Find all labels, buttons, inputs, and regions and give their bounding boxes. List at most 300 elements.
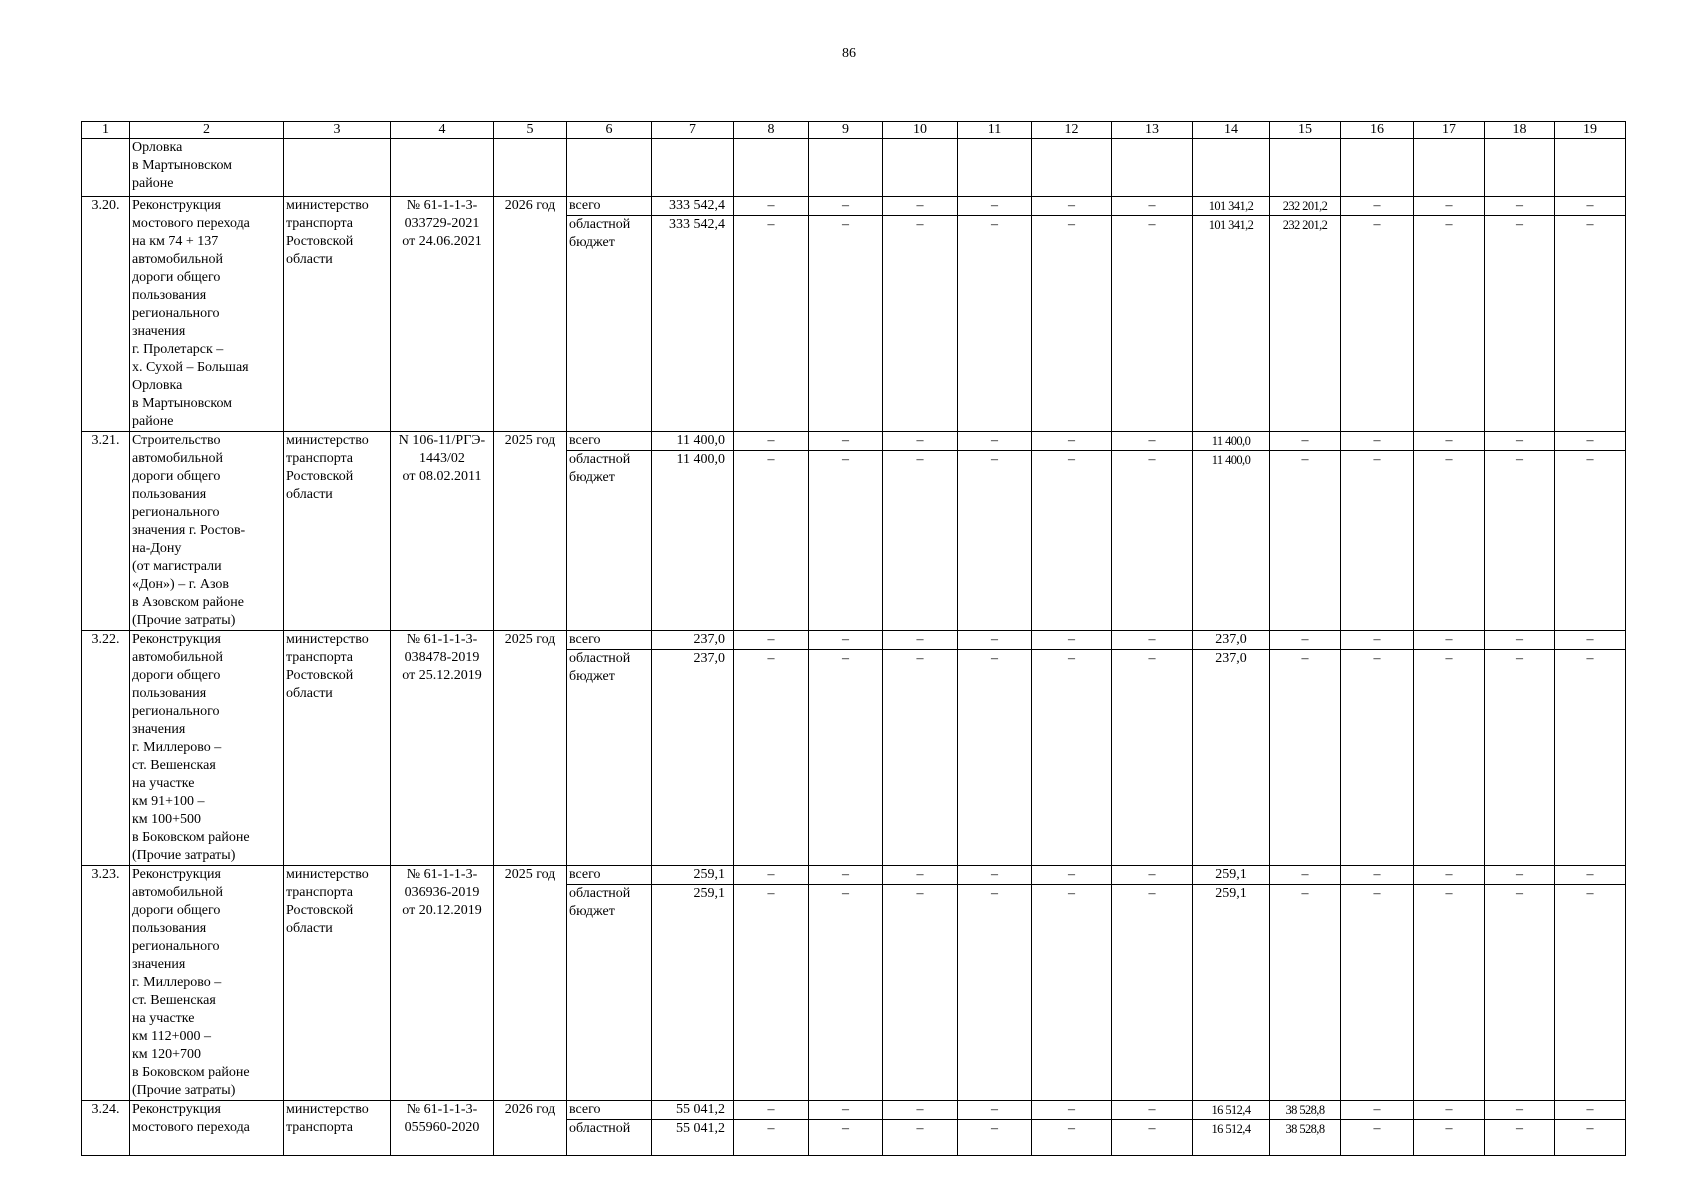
responsible-org-line: Ростовской <box>286 234 354 249</box>
amount-cell-col-17: – <box>1414 432 1485 451</box>
responsible-org-line: транспорта <box>286 885 354 900</box>
completion-year-cell: 2026 год <box>494 197 567 432</box>
amount-cell-col-14: 16 512,4 <box>1193 1120 1270 1156</box>
empty-cell <box>809 139 883 197</box>
amount-cell-col-13: – <box>1112 451 1193 631</box>
amount-cell-col-13: – <box>1112 650 1193 866</box>
empty-cell <box>567 139 652 197</box>
responsible-org-line: области <box>286 686 333 701</box>
object-name-line: Реконструкция <box>132 632 221 647</box>
amount-cell-col-8: – <box>734 650 809 866</box>
object-name-line: (Прочие затраты) <box>132 848 236 863</box>
amount-cell-col-7: 333 542,4 <box>652 216 734 432</box>
amount-cell-col-15: – <box>1270 650 1341 866</box>
amount-cell-col-16: – <box>1341 1120 1414 1156</box>
object-name-line: районе <box>132 176 174 191</box>
expertise-doc-line: от 24.06.2021 <box>402 234 482 249</box>
amount-cell-col-7: 259,1 <box>652 885 734 1101</box>
column-number-cell: 4 <box>391 122 494 139</box>
amount-cell-col-19: – <box>1555 451 1626 631</box>
amount-cell-col-15: 38 528,8 <box>1270 1101 1341 1120</box>
table-row <box>82 866 1626 885</box>
column-number-cell: 18 <box>1485 122 1555 139</box>
object-name-line: пользования <box>132 921 207 936</box>
amount-cell-col-12: – <box>1032 216 1112 432</box>
empty-cell <box>1032 139 1112 197</box>
responsible-org-cell <box>284 1101 391 1156</box>
amount-cell-col-16: – <box>1341 197 1414 216</box>
responsible-org-line: транспорта <box>286 451 354 466</box>
amount-cell-col-18: – <box>1485 216 1555 432</box>
amount-cell-col-11: – <box>958 197 1032 216</box>
funding-source-cell <box>567 451 652 631</box>
object-name-line: км 100+500 <box>132 812 202 827</box>
responsible-org-line: министерство <box>286 632 369 647</box>
object-name-line: районе <box>132 414 174 429</box>
object-name-line: на-Дону <box>132 541 182 556</box>
object-name-line: в Мартыновском <box>132 158 233 173</box>
object-name-line: (от магистрали <box>132 559 222 574</box>
expertise-doc-line: от 08.02.2011 <box>402 469 482 484</box>
amount-cell-col-7: 237,0 <box>652 631 734 650</box>
amount-cell-col-12: – <box>1032 197 1112 216</box>
amount-cell-col-13: – <box>1112 866 1193 885</box>
amount-cell-col-14: 259,1 <box>1193 866 1270 885</box>
responsible-org-cell <box>284 866 391 1101</box>
expertise-doc-line: N 106-11/РГЭ- <box>398 433 486 448</box>
page-number: 86 <box>842 46 856 61</box>
expertise-doc-line: № 61-1-1-3- <box>406 867 478 882</box>
amount-cell-col-10: – <box>883 216 958 432</box>
expertise-doc-line: от 20.12.2019 <box>402 903 482 918</box>
amount-cell-col-10: – <box>883 885 958 1101</box>
amount-cell-col-13: – <box>1112 631 1193 650</box>
amount-cell-col-14: 237,0 <box>1193 631 1270 650</box>
amount-cell-col-11: – <box>958 1120 1032 1156</box>
amount-cell-col-12: – <box>1032 866 1112 885</box>
amount-cell-col-9: – <box>809 451 883 631</box>
column-number-cell: 8 <box>734 122 809 139</box>
responsible-org-line: министерство <box>286 433 369 448</box>
object-name-line: пользования <box>132 288 207 303</box>
amount-cell-col-15: 232 201,2 <box>1270 216 1341 432</box>
funding-source-cell <box>567 885 652 1101</box>
amount-cell-col-9: – <box>809 1101 883 1120</box>
amount-cell-col-11: – <box>958 650 1032 866</box>
amount-cell-col-7: 259,1 <box>652 866 734 885</box>
amount-cell-col-11: – <box>958 631 1032 650</box>
responsible-org-cell <box>284 197 391 432</box>
amount-cell-col-14: 11 400,0 <box>1193 451 1270 631</box>
object-name-line: пользования <box>132 686 207 701</box>
responsible-org-line: транспорта <box>286 216 354 231</box>
object-name-line: Строительство <box>132 433 221 448</box>
row-number-cell: 3.24. <box>82 1101 130 1156</box>
funding-source-line: всего <box>569 632 601 647</box>
column-number-cell: 16 <box>1341 122 1414 139</box>
amount-cell-col-17: – <box>1414 885 1485 1101</box>
amount-cell-col-8: – <box>734 197 809 216</box>
amount-cell-col-10: – <box>883 631 958 650</box>
funding-source-line: областной <box>569 1121 631 1136</box>
expertise-doc-cell <box>391 866 494 1101</box>
object-name-line: в Мартыновском <box>132 396 233 411</box>
amount-cell-col-9: – <box>809 650 883 866</box>
amount-cell-col-13: – <box>1112 885 1193 1101</box>
object-name-line: дороги общего <box>132 903 221 918</box>
amount-cell-col-7: 55 041,2 <box>652 1120 734 1156</box>
object-name-line: на участке <box>132 1011 195 1026</box>
responsible-org-line: области <box>286 487 333 502</box>
object-name-line: г. Пролетарск – <box>132 342 224 357</box>
amount-cell-col-18: – <box>1485 432 1555 451</box>
responsible-org-line: транспорта <box>286 650 354 665</box>
expertise-doc-line: № 61-1-1-3- <box>406 632 478 647</box>
object-name-line: Реконструкция <box>132 1102 221 1117</box>
amount-cell-col-15: 232 201,2 <box>1270 197 1341 216</box>
amount-cell-col-8: – <box>734 1120 809 1156</box>
amount-cell-col-11: – <box>958 885 1032 1101</box>
object-name-line: (Прочие затраты) <box>132 613 236 628</box>
budget-table <box>81 121 1626 1156</box>
amount-cell-col-12: – <box>1032 631 1112 650</box>
amount-cell-col-13: – <box>1112 197 1193 216</box>
column-number-cell: 1 <box>82 122 130 139</box>
row-number-cell <box>82 139 130 197</box>
amount-cell-col-9: – <box>809 885 883 1101</box>
amount-cell-col-9: – <box>809 631 883 650</box>
amount-cell-col-10: – <box>883 866 958 885</box>
amount-cell-col-14: 101 341,2 <box>1193 216 1270 432</box>
empty-cell <box>1555 139 1626 197</box>
responsible-org-line: министерство <box>286 1102 369 1117</box>
object-name-cell <box>130 139 284 197</box>
funding-source-cell <box>567 1120 652 1156</box>
amount-cell-col-12: – <box>1032 885 1112 1101</box>
amount-cell-col-12: – <box>1032 650 1112 866</box>
amount-cell-col-16: – <box>1341 1101 1414 1120</box>
column-number-cell: 6 <box>567 122 652 139</box>
amount-cell-col-19: – <box>1555 197 1626 216</box>
funding-source-cell <box>567 216 652 432</box>
column-number-cell: 3 <box>284 122 391 139</box>
amount-cell-col-8: – <box>734 451 809 631</box>
row-number-cell: 3.21. <box>82 432 130 631</box>
object-name-line: регионального <box>132 704 220 719</box>
empty-cell <box>958 139 1032 197</box>
object-name-cell <box>130 197 284 432</box>
funding-source-line: всего <box>569 433 601 448</box>
object-name-line: значения <box>132 957 186 972</box>
object-name-line: значения <box>132 722 186 737</box>
amount-cell-col-18: – <box>1485 197 1555 216</box>
responsible-org-line: области <box>286 252 333 267</box>
empty-cell <box>1414 139 1485 197</box>
amount-cell-col-10: – <box>883 1101 958 1120</box>
responsible-org-line: министерство <box>286 198 369 213</box>
object-name-line: в Боковском районе <box>132 830 250 845</box>
funding-source-line: бюджет <box>569 904 615 919</box>
funding-source-line: всего <box>569 198 601 213</box>
column-number-cell: 12 <box>1032 122 1112 139</box>
amount-cell-col-8: – <box>734 1101 809 1120</box>
object-name-line: автомобильной <box>132 252 223 267</box>
amount-cell-col-17: – <box>1414 631 1485 650</box>
funding-source-line: всего <box>569 1102 601 1117</box>
object-name-line: мостового перехода <box>132 216 250 231</box>
amount-cell-col-16: – <box>1341 885 1414 1101</box>
object-name-line: х. Сухой – Большая <box>132 360 249 375</box>
amount-cell-col-14: 101 341,2 <box>1193 197 1270 216</box>
object-name-line: км 91+100 – <box>132 794 205 809</box>
column-number-row <box>82 122 1626 139</box>
expertise-doc-line: 033729-2021 <box>404 216 480 231</box>
empty-cell <box>734 139 809 197</box>
amount-cell-col-9: – <box>809 432 883 451</box>
table-row <box>82 139 1626 197</box>
amount-cell-col-17: – <box>1414 197 1485 216</box>
responsible-org-cell <box>284 631 391 866</box>
amount-cell-col-7: 55 041,2 <box>652 1101 734 1120</box>
amount-cell-col-19: – <box>1555 1120 1626 1156</box>
amount-cell-col-14: 11 400,0 <box>1193 432 1270 451</box>
funding-source-line: областной <box>569 886 631 901</box>
amount-cell-col-16: – <box>1341 216 1414 432</box>
amount-cell-col-7: 333 542,4 <box>652 197 734 216</box>
expertise-doc-line: от 25.12.2019 <box>402 668 482 683</box>
funding-source-line: областной <box>569 651 631 666</box>
object-name-line: мостового перехода <box>132 1120 250 1135</box>
amount-cell-col-17: – <box>1414 451 1485 631</box>
amount-cell-col-16: – <box>1341 650 1414 866</box>
amount-cell-col-16: – <box>1341 631 1414 650</box>
amount-cell-col-9: – <box>809 216 883 432</box>
row-number-cell: 3.22. <box>82 631 130 866</box>
amount-cell-col-19: – <box>1555 432 1626 451</box>
funding-source-cell <box>567 1101 652 1120</box>
empty-cell <box>1341 139 1414 197</box>
funding-source-cell <box>567 631 652 650</box>
responsible-org-line: Ростовской <box>286 903 354 918</box>
object-name-line: Реконструкция <box>132 867 221 882</box>
object-name-line: дороги общего <box>132 270 221 285</box>
object-name-line: ст. Вешенская <box>132 758 216 773</box>
object-name-line: в Боковском районе <box>132 1065 250 1080</box>
expertise-doc-line: 055960-2020 <box>404 1120 480 1135</box>
responsible-org-line: министерство <box>286 867 369 882</box>
amount-cell-col-16: – <box>1341 432 1414 451</box>
object-name-line: автомобильной <box>132 451 223 466</box>
amount-cell-col-9: – <box>809 1120 883 1156</box>
column-number-cell: 13 <box>1112 122 1193 139</box>
expertise-doc-line: № 61-1-1-3- <box>406 198 478 213</box>
expertise-doc-line: 1443/02 <box>419 451 465 466</box>
expertise-doc-cell <box>391 1101 494 1156</box>
object-name-line: дороги общего <box>132 469 221 484</box>
amount-cell-col-14: 259,1 <box>1193 885 1270 1101</box>
object-name-line: Орловка <box>132 378 183 393</box>
funding-source-line: бюджет <box>569 235 615 250</box>
object-name-line: регионального <box>132 306 220 321</box>
funding-source-line: всего <box>569 867 601 882</box>
amount-cell-col-11: – <box>958 216 1032 432</box>
amount-cell-col-18: – <box>1485 866 1555 885</box>
column-number-cell: 2 <box>130 122 284 139</box>
empty-cell <box>1485 139 1555 197</box>
empty-cell <box>1270 139 1341 197</box>
amount-cell-col-19: – <box>1555 631 1626 650</box>
table-row <box>82 631 1626 650</box>
amount-cell-col-18: – <box>1485 650 1555 866</box>
object-name-line: км 112+000 – <box>132 1029 212 1044</box>
amount-cell-col-17: – <box>1414 1101 1485 1120</box>
funding-source-cell <box>567 650 652 866</box>
responsible-org-line: Ростовской <box>286 469 354 484</box>
object-name-line: г. Миллерово – <box>132 740 222 755</box>
object-name-cell <box>130 432 284 631</box>
object-name-line: пользования <box>132 487 207 502</box>
expertise-doc-cell <box>391 631 494 866</box>
empty-cell <box>391 139 494 197</box>
amount-cell-col-15: – <box>1270 451 1341 631</box>
amount-cell-col-8: – <box>734 885 809 1101</box>
table-row <box>82 432 1626 451</box>
amount-cell-col-18: – <box>1485 885 1555 1101</box>
amount-cell-col-8: – <box>734 866 809 885</box>
amount-cell-col-12: – <box>1032 451 1112 631</box>
column-number-cell: 10 <box>883 122 958 139</box>
amount-cell-col-11: – <box>958 866 1032 885</box>
object-name-line: «Дон») – г. Азов <box>132 577 230 592</box>
amount-cell-col-15: – <box>1270 432 1341 451</box>
object-name-line: на участке <box>132 776 195 791</box>
amount-cell-col-19: – <box>1555 216 1626 432</box>
completion-year-cell: 2025 год <box>494 866 567 1101</box>
funding-source-line: областной <box>569 217 631 232</box>
object-name-cell <box>130 631 284 866</box>
column-number-cell: 15 <box>1270 122 1341 139</box>
amount-cell-col-7: 11 400,0 <box>652 432 734 451</box>
funding-source-cell <box>567 866 652 885</box>
object-name-line: г. Миллерово – <box>132 975 222 990</box>
object-name-line: км 120+700 <box>132 1047 202 1062</box>
column-number-cell: 17 <box>1414 122 1485 139</box>
amount-cell-col-19: – <box>1555 1101 1626 1120</box>
amount-cell-col-18: – <box>1485 1101 1555 1120</box>
column-number-cell: 11 <box>958 122 1032 139</box>
amount-cell-col-19: – <box>1555 866 1626 885</box>
amount-cell-col-10: – <box>883 197 958 216</box>
amount-cell-col-18: – <box>1485 1120 1555 1156</box>
amount-cell-col-15: 38 528,8 <box>1270 1120 1341 1156</box>
funding-source-line: бюджет <box>569 669 615 684</box>
column-number-cell: 14 <box>1193 122 1270 139</box>
completion-year-cell: 2026 год <box>494 1101 567 1156</box>
responsible-org-cell <box>284 432 391 631</box>
object-name-line: регионального <box>132 939 220 954</box>
row-number-cell: 3.20. <box>82 197 130 432</box>
empty-cell <box>284 139 391 197</box>
amount-cell-col-16: – <box>1341 451 1414 631</box>
amount-cell-col-19: – <box>1555 885 1626 1101</box>
object-name-line: значения г. Ростов- <box>132 523 246 538</box>
object-name-line: дороги общего <box>132 668 221 683</box>
object-name-line: ст. Вешенская <box>132 993 216 1008</box>
funding-source-line: бюджет <box>569 470 615 485</box>
row-number-cell: 3.23. <box>82 866 130 1101</box>
amount-cell-col-17: – <box>1414 650 1485 866</box>
completion-year-cell: 2025 год <box>494 631 567 866</box>
funding-source-cell <box>567 432 652 451</box>
column-number-cell: 5 <box>494 122 567 139</box>
amount-cell-col-7: 11 400,0 <box>652 451 734 631</box>
object-name-line: (Прочие затраты) <box>132 1083 236 1098</box>
object-name-line: значения <box>132 324 186 339</box>
amount-cell-col-10: – <box>883 1120 958 1156</box>
object-name-line: автомобильной <box>132 650 223 665</box>
empty-cell <box>883 139 958 197</box>
amount-cell-col-15: – <box>1270 631 1341 650</box>
amount-cell-col-15: – <box>1270 885 1341 1101</box>
amount-cell-col-17: – <box>1414 216 1485 432</box>
amount-cell-col-17: – <box>1414 866 1485 885</box>
amount-cell-col-12: – <box>1032 1120 1112 1156</box>
object-name-line: на км 74 + 137 <box>132 234 219 249</box>
funding-source-cell <box>567 197 652 216</box>
amount-cell-col-13: – <box>1112 1120 1193 1156</box>
amount-cell-col-11: – <box>958 451 1032 631</box>
object-name-line: Реконструкция <box>132 198 221 213</box>
object-name-cell <box>130 866 284 1101</box>
amount-cell-col-12: – <box>1032 432 1112 451</box>
table-row <box>82 197 1626 216</box>
object-name-line: регионального <box>132 505 220 520</box>
amount-cell-col-14: 16 512,4 <box>1193 1101 1270 1120</box>
column-number-cell: 7 <box>652 122 734 139</box>
amount-cell-col-10: – <box>883 451 958 631</box>
amount-cell-col-8: – <box>734 216 809 432</box>
amount-cell-col-9: – <box>809 197 883 216</box>
object-name-line: автомобильной <box>132 885 223 900</box>
responsible-org-line: области <box>286 921 333 936</box>
empty-cell <box>1193 139 1270 197</box>
expertise-doc-line: 036936-2019 <box>404 885 480 900</box>
amount-cell-col-16: – <box>1341 866 1414 885</box>
amount-cell-col-19: – <box>1555 650 1626 866</box>
amount-cell-col-11: – <box>958 1101 1032 1120</box>
amount-cell-col-7: 237,0 <box>652 650 734 866</box>
object-name-cell <box>130 1101 284 1156</box>
expertise-doc-cell <box>391 197 494 432</box>
empty-cell <box>652 139 734 197</box>
expertise-doc-line: 038478-2019 <box>404 650 480 665</box>
amount-cell-col-10: – <box>883 432 958 451</box>
responsible-org-line: транспорта <box>286 1120 354 1135</box>
amount-cell-col-8: – <box>734 631 809 650</box>
amount-cell-col-9: – <box>809 866 883 885</box>
amount-cell-col-15: – <box>1270 866 1341 885</box>
column-number-cell: 9 <box>809 122 883 139</box>
amount-cell-col-13: – <box>1112 432 1193 451</box>
amount-cell-col-18: – <box>1485 631 1555 650</box>
amount-cell-col-11: – <box>958 432 1032 451</box>
amount-cell-col-8: – <box>734 432 809 451</box>
amount-cell-col-12: – <box>1032 1101 1112 1120</box>
amount-cell-col-13: – <box>1112 216 1193 432</box>
amount-cell-col-14: 237,0 <box>1193 650 1270 866</box>
responsible-org-line: Ростовской <box>286 668 354 683</box>
table-row <box>82 1101 1626 1120</box>
